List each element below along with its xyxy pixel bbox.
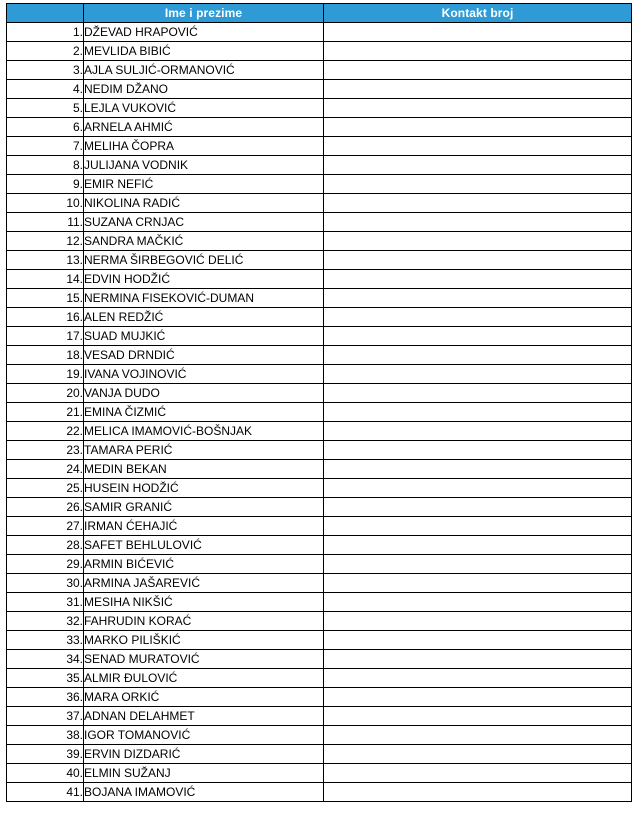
row-phone-cell[interactable]	[324, 346, 632, 365]
table-row	[7, 403, 632, 422]
row-name-cell: MARKO PILIŠKIĆ	[84, 631, 324, 650]
table-row	[7, 365, 632, 384]
row-index-cell: 34.	[7, 650, 84, 669]
row-name-cell: EMINA ČIZMIĆ	[84, 403, 324, 422]
row-phone-cell[interactable]	[324, 365, 632, 384]
row-index-cell: 7.	[7, 137, 84, 156]
row-index-cell: 22.	[7, 422, 84, 441]
table-row	[7, 688, 632, 707]
row-index-cell: 16.	[7, 308, 84, 327]
table-row	[7, 270, 632, 289]
row-index-cell: 23.	[7, 441, 84, 460]
row-name-cell: MESIHA NIKŠIĆ	[84, 593, 324, 612]
row-name-cell: MEVLIDA BIBIĆ	[84, 42, 324, 61]
row-phone-cell[interactable]	[324, 99, 632, 118]
row-phone-cell[interactable]	[324, 137, 632, 156]
row-name-cell: LEJLA VUKOVIĆ	[84, 99, 324, 118]
row-phone-cell[interactable]	[324, 555, 632, 574]
row-index-cell: 24.	[7, 460, 84, 479]
row-index-cell: 41.	[7, 783, 84, 802]
row-name-cell: TAMARA PERIĆ	[84, 441, 324, 460]
row-phone-cell[interactable]	[324, 118, 632, 137]
table-row	[7, 118, 632, 137]
row-index-cell: 2.	[7, 42, 84, 61]
table-row	[7, 213, 632, 232]
row-name-cell: VESAD DRNDIĆ	[84, 346, 324, 365]
row-phone-cell[interactable]	[324, 650, 632, 669]
row-name-cell: MARA ORKIĆ	[84, 688, 324, 707]
table-row	[7, 156, 632, 175]
row-index-cell: 27.	[7, 517, 84, 536]
table-row	[7, 536, 632, 555]
table-row	[7, 479, 632, 498]
row-phone-cell[interactable]	[324, 175, 632, 194]
table-row	[7, 137, 632, 156]
table-row	[7, 251, 632, 270]
table-row	[7, 555, 632, 574]
row-name-cell: SENAD MURATOVIĆ	[84, 650, 324, 669]
row-phone-cell[interactable]	[324, 289, 632, 308]
table-row	[7, 498, 632, 517]
row-index-cell: 36.	[7, 688, 84, 707]
row-phone-cell[interactable]	[324, 498, 632, 517]
table-row	[7, 726, 632, 745]
table-row	[7, 175, 632, 194]
row-index-cell: 29.	[7, 555, 84, 574]
table-header	[7, 4, 632, 23]
table-row	[7, 232, 632, 251]
row-name-cell: NERMA ŠIRBEGOVIĆ DELIĆ	[84, 251, 324, 270]
row-phone-cell[interactable]	[324, 156, 632, 175]
row-name-cell: IVANA VOJINOVIĆ	[84, 365, 324, 384]
row-name-cell: NEDIM DŽANO	[84, 80, 324, 99]
row-phone-cell[interactable]	[324, 745, 632, 764]
row-name-cell: DŽEVAD HRAPOVIĆ	[84, 23, 324, 42]
row-phone-cell[interactable]	[324, 517, 632, 536]
row-phone-cell[interactable]	[324, 23, 632, 42]
row-phone-cell[interactable]	[324, 669, 632, 688]
row-index-cell: 21.	[7, 403, 84, 422]
column-header-index	[7, 4, 84, 23]
row-name-cell: ALEN REDŽIĆ	[84, 308, 324, 327]
table-row	[7, 593, 632, 612]
row-name-cell: MELICA IMAMOVIĆ-BOŠNJAK	[84, 422, 324, 441]
table-row	[7, 669, 632, 688]
row-name-cell: SAFET BEHLULOVIĆ	[84, 536, 324, 555]
row-index-cell: 5.	[7, 99, 84, 118]
row-index-cell: 8.	[7, 156, 84, 175]
row-index-cell: 9.	[7, 175, 84, 194]
row-name-cell: EDVIN HODŽIĆ	[84, 270, 324, 289]
row-index-cell: 4.	[7, 80, 84, 99]
row-phone-cell[interactable]	[324, 80, 632, 99]
row-phone-cell[interactable]	[324, 403, 632, 422]
table-row	[7, 346, 632, 365]
column-header-name: Ime i prezime	[84, 4, 324, 23]
table-row	[7, 61, 632, 80]
row-name-cell: ARNELA AHMIĆ	[84, 118, 324, 137]
table-row	[7, 384, 632, 403]
row-phone-cell[interactable]	[324, 42, 632, 61]
row-index-cell: 37.	[7, 707, 84, 726]
row-phone-cell[interactable]	[324, 61, 632, 80]
column-header-phone: Kontakt broj	[324, 4, 632, 23]
row-name-cell: SUAD MUJKIĆ	[84, 327, 324, 346]
table-row	[7, 764, 632, 783]
row-name-cell: NERMINA FISEKOVIĆ-DUMAN	[84, 289, 324, 308]
row-index-cell: 11.	[7, 213, 84, 232]
row-name-cell: IGOR TOMANOVIĆ	[84, 726, 324, 745]
row-phone-cell[interactable]	[324, 384, 632, 403]
row-phone-cell[interactable]	[324, 194, 632, 213]
row-name-cell: ARMINA JAŠAREVIĆ	[84, 574, 324, 593]
row-phone-cell[interactable]	[324, 308, 632, 327]
row-name-cell: AJLA SULJIĆ-ORMANOVIĆ	[84, 61, 324, 80]
table-header-row	[7, 4, 632, 23]
table-row	[7, 707, 632, 726]
row-index-cell: 38.	[7, 726, 84, 745]
table-row	[7, 783, 632, 802]
row-phone-cell[interactable]	[324, 726, 632, 745]
table-row	[7, 80, 632, 99]
row-index-cell: 10.	[7, 194, 84, 213]
table-row	[7, 42, 632, 61]
table-row	[7, 194, 632, 213]
row-index-cell: 30.	[7, 574, 84, 593]
row-phone-cell[interactable]	[324, 593, 632, 612]
row-index-cell: 40.	[7, 764, 84, 783]
row-index-cell: 15.	[7, 289, 84, 308]
row-phone-cell[interactable]	[324, 441, 632, 460]
row-name-cell: SUZANA CRNJAC	[84, 213, 324, 232]
row-index-cell: 28.	[7, 536, 84, 555]
row-phone-cell[interactable]	[324, 612, 632, 631]
row-name-cell: NIKOLINA RADIĆ	[84, 194, 324, 213]
table-row	[7, 517, 632, 536]
table-row	[7, 574, 632, 593]
row-name-cell: ARMIN BIĆEVIĆ	[84, 555, 324, 574]
table-row	[7, 631, 632, 650]
row-index-cell: 39.	[7, 745, 84, 764]
row-phone-cell[interactable]	[324, 783, 632, 802]
row-name-cell: MELIHA ČOPRA	[84, 137, 324, 156]
row-name-cell: MEDIN BEKAN	[84, 460, 324, 479]
row-name-cell: VANJA DUDO	[84, 384, 324, 403]
table-row	[7, 99, 632, 118]
table-row	[7, 422, 632, 441]
table-body	[7, 23, 632, 802]
row-phone-cell[interactable]	[324, 422, 632, 441]
row-name-cell: ADNAN DELAHMET	[84, 707, 324, 726]
row-index-cell: 14.	[7, 270, 84, 289]
row-index-cell: 18.	[7, 346, 84, 365]
row-phone-cell[interactable]	[324, 688, 632, 707]
table-row	[7, 327, 632, 346]
row-phone-cell[interactable]	[324, 631, 632, 650]
row-phone-cell[interactable]	[324, 213, 632, 232]
row-index-cell: 6.	[7, 118, 84, 137]
table-row	[7, 441, 632, 460]
row-phone-cell[interactable]	[324, 251, 632, 270]
row-index-cell: 12.	[7, 232, 84, 251]
row-phone-cell[interactable]	[324, 536, 632, 555]
row-name-cell: JULIJANA VODNIK	[84, 156, 324, 175]
row-index-cell: 33.	[7, 631, 84, 650]
row-index-cell: 25.	[7, 479, 84, 498]
row-index-cell: 13.	[7, 251, 84, 270]
row-index-cell: 17.	[7, 327, 84, 346]
row-name-cell: EMIR NEFIĆ	[84, 175, 324, 194]
row-phone-cell[interactable]	[324, 270, 632, 289]
table-row	[7, 460, 632, 479]
row-phone-cell[interactable]	[324, 764, 632, 783]
row-name-cell: HUSEIN HODŽIĆ	[84, 479, 324, 498]
row-name-cell: SANDRA MAČKIĆ	[84, 232, 324, 251]
contact-list-table	[6, 3, 632, 802]
row-index-cell: 3.	[7, 61, 84, 80]
row-index-cell: 1.	[7, 23, 84, 42]
row-name-cell: FAHRUDIN KORAĆ	[84, 612, 324, 631]
row-name-cell: ALMIR ĐULOVIĆ	[84, 669, 324, 688]
row-index-cell: 35.	[7, 669, 84, 688]
row-index-cell: 32.	[7, 612, 84, 631]
table-row	[7, 289, 632, 308]
row-name-cell: BOJANA IMAMOVIĆ	[84, 783, 324, 802]
row-phone-cell[interactable]	[324, 479, 632, 498]
row-name-cell: IRMAN ĆEHAJIĆ	[84, 517, 324, 536]
row-index-cell: 31.	[7, 593, 84, 612]
row-phone-cell[interactable]	[324, 574, 632, 593]
row-name-cell: SAMIR GRANIĆ	[84, 498, 324, 517]
row-name-cell: ELMIN SUŽANJ	[84, 764, 324, 783]
row-index-cell: 20.	[7, 384, 84, 403]
row-name-cell: ERVIN DIZDARIĆ	[84, 745, 324, 764]
table-row	[7, 308, 632, 327]
row-phone-cell[interactable]	[324, 232, 632, 251]
row-phone-cell[interactable]	[324, 460, 632, 479]
row-phone-cell[interactable]	[324, 707, 632, 726]
table-row	[7, 23, 632, 42]
row-index-cell: 26.	[7, 498, 84, 517]
table-row	[7, 612, 632, 631]
table-row	[7, 650, 632, 669]
row-phone-cell[interactable]	[324, 327, 632, 346]
table-row	[7, 745, 632, 764]
row-index-cell: 19.	[7, 365, 84, 384]
